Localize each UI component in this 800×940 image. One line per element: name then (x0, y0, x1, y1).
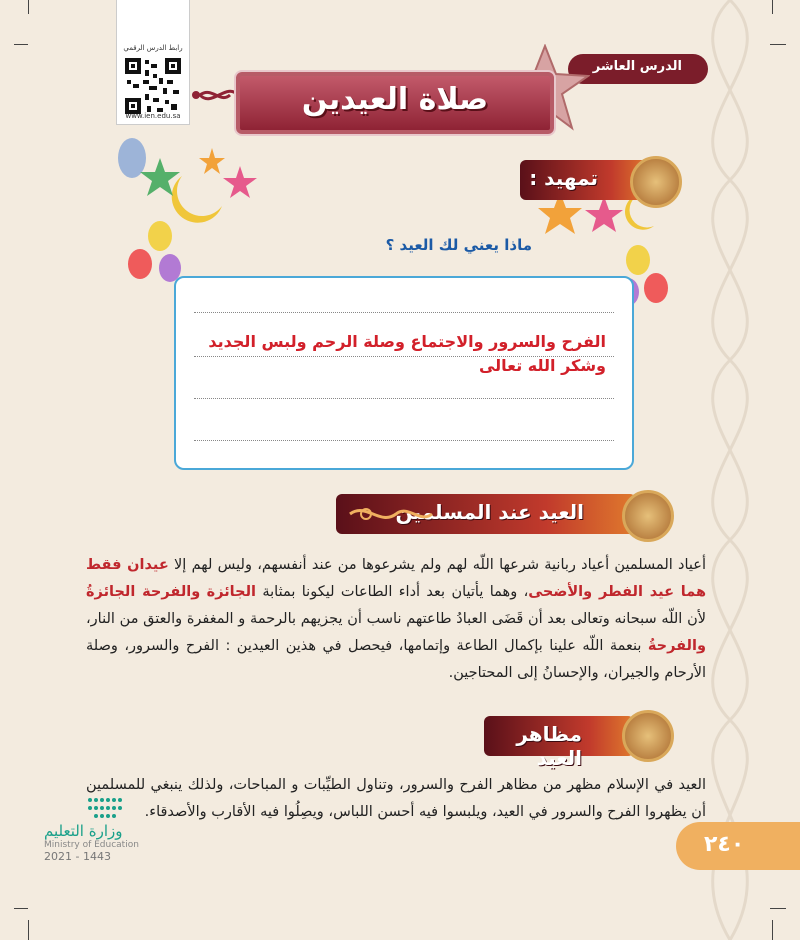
ministry-logo (44, 822, 154, 863)
crop-mark (28, 920, 29, 940)
section1-paragraph: أعياد المسلمين أعياد ربانية شرعها اللّه لهم ولم يشرعوها من عند أنفسهم، وليس لهم إلا عيدان فقط هما عيد الفطر والأضحى، وهما يأتيان بعد أداء الطاعات ليكونا بمثابة الجائزة والفرحة الجائزةُ لأن اللّه سبحانه وتعالى بعد أن قَضَى العبادُ طاعتهم ناسب أن يجزيهم بالرحمة و المغفرة والعتق من النار، والفرحةُ بنعمة اللّه علينا بإكمال الطاعة وإتمامها، فيحصل في هذين العيدين : الفرح والسرور، وصلة الأرحام والجيران، والإحسانُ إلى المحتاجين. (86, 557, 707, 681)
intro-question: ماذا يعني لك العيد ؟ (385, 236, 532, 254)
section-header-eid-manifestations (484, 716, 634, 770)
ministry-name-ar: وزارة التعليم (44, 822, 123, 840)
crop-mark (770, 908, 786, 909)
crop-mark (772, 0, 773, 14)
qr-url[interactable]: www.ien.edu.sa (125, 112, 181, 120)
rosette-icon (622, 710, 674, 762)
section-header-eid-muslims (336, 494, 636, 534)
edition-year: 2021 - 1443 (44, 850, 111, 863)
answer-line (194, 440, 614, 441)
answer-box[interactable] (174, 276, 634, 470)
lesson-title-banner (236, 72, 554, 134)
page-number-tab (676, 822, 800, 870)
festive-decoration-icon (112, 136, 272, 226)
qr-title: رابط الدرس الرقمي (123, 44, 183, 52)
crop-mark (14, 44, 28, 45)
ornament-icon (190, 80, 240, 110)
page-number: ٢٤٠ (704, 832, 745, 857)
crop-mark (770, 44, 786, 45)
answer-line (194, 312, 614, 313)
crop-mark (772, 920, 773, 940)
answer-line (194, 398, 614, 399)
answer-text: الفرح والسرور والاجتماع وصلة الرحم ولبس الجديد وشكر الله تعالى (208, 332, 606, 375)
rosette-icon (630, 156, 682, 208)
crop-mark (14, 908, 28, 909)
qr-code-icon[interactable] (125, 58, 181, 114)
section-heading: مظاهر العيد (516, 722, 582, 770)
section-heading: العيد عند المسلمين (395, 500, 584, 524)
crop-mark (28, 0, 29, 14)
intro-heading: تمهيد : (529, 166, 598, 190)
digital-lesson-qr[interactable] (116, 0, 190, 125)
section2-paragraph: العيد في الإسلام مظهر من مظاهر الفرح والسرور، وتناول الطيِّبات و المباحات، ولذلك ينبغي للمسلمين أن يظهروا الفرح والسرور في العيد، ويلبسوا فيه أحسن اللباس، ويصِلُوا فيه الأقارب والأصدقاء. (86, 777, 706, 820)
ministry-name-en: Ministry of Education (44, 840, 139, 850)
ornament-icon (346, 500, 436, 528)
lesson-title: صلاة العيدين (301, 82, 489, 117)
rosette-icon (622, 490, 674, 542)
lesson-number-label: الدرس العاشر (592, 59, 682, 74)
ministry-logo-icon (86, 796, 126, 820)
